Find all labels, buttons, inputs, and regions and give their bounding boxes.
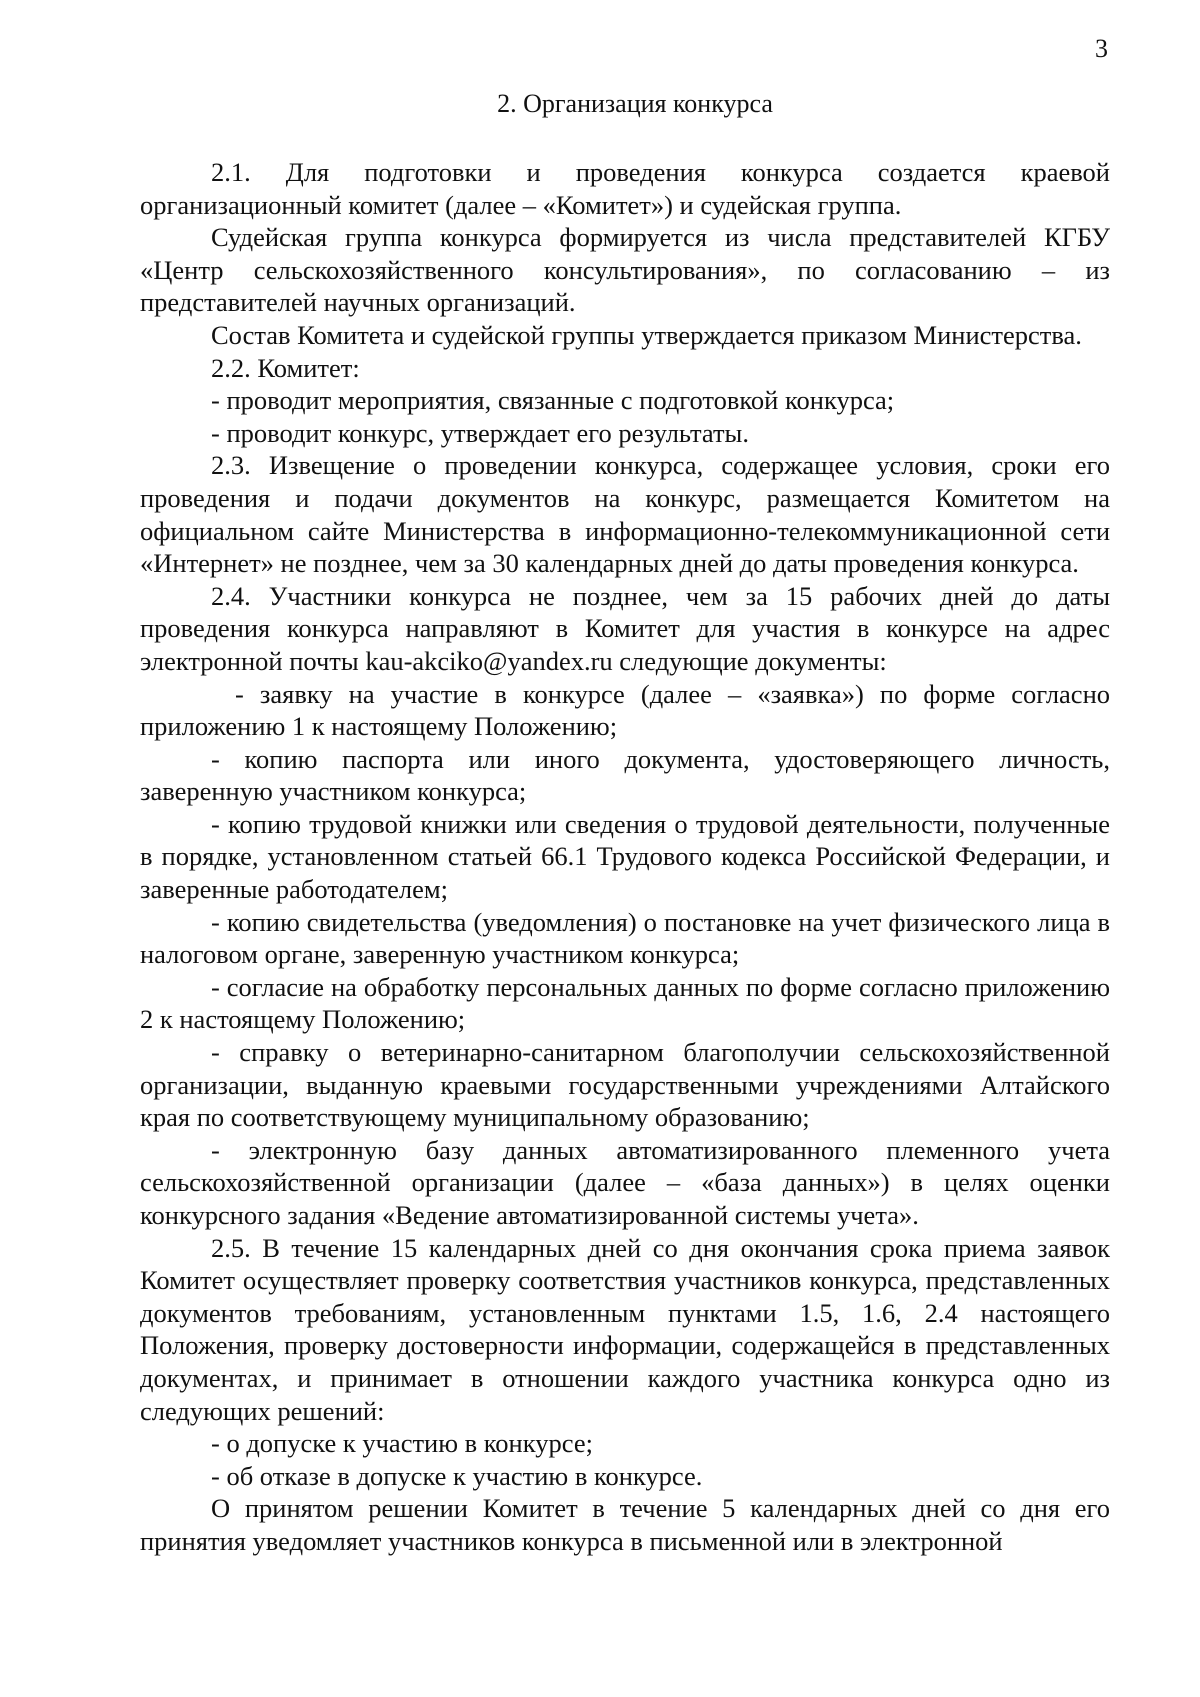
list-item: - проводит конкурс, утверждает его результаты. [211, 417, 749, 448]
paragraph-2-1: 2.1. Для подготовки и проведения конкурса создается краевой организационный комитет (далее – «Комитет») и судейская группа. [140, 157, 1110, 220]
paragraph-2-5: 2.5. В течение 15 календарных дней со дня окончания срока приема заявок Комитет осуществляет проверку соответствия участников конкурса, представленных документов требованиям, установленным пунктами 1.5, 1.6, 2.4 настоящего Положения, проверку достоверности информации, содержащейся в представленных документах, и принимает в отношении каждого участника конкурса одно из следующих решений: [140, 1232, 1110, 1426]
paragraph-decision-notice: О принятом решении Комитет в течение 5 календарных дней со дня его принятия уведомляет участников конкурса в письменной или в электронной [140, 1493, 1110, 1556]
list-item: - проводит мероприятия, связанные с подготовкой конкурса; [211, 385, 895, 416]
paragraph-2-3: 2.3. Извещение о проведении конкурса, содержащее условия, сроки его проведения и подачи документов на конкурс, размещается Комитетом на официальном сайте Министерства в информационно-телекоммуникационной сети «Интернет» не позднее, чем за 30 календарных дней до даты проведения конкурса. [140, 450, 1110, 579]
document-body [140, 156, 1110, 1558]
list-item: - копию свидетельства (уведомления) о постановке на учет физического лица в налоговом органе, заверенную участником конкурса; [140, 906, 1110, 970]
list-item: - электронную базу данных автоматизированного племенного учета сельскохозяйственной организации (далее – «база данных») в целях оценки конкурсного задания «Ведение автоматизированной системы учета». [140, 1134, 1110, 1230]
paragraph-2-4: 2.4. Участники конкурса не позднее, чем за 15 рабочих дней до даты проведения конкурса направляют в Комитет для участия в конкурсе на адрес электронной почты kau-akciko@yandex.ru следующие документы: [140, 580, 1110, 676]
page-number: 3 [1095, 34, 1108, 63]
list-item: - заявку на участие в конкурсе (далее – «заявка») по форме согласно приложению 1 к настоящему Положению; [140, 678, 1110, 742]
paragraph-composition: Состав Комитета и судейской группы утверждается приказом Министерства. [211, 319, 1082, 350]
list-item: - копию трудовой книжки или сведения о трудовой деятельности, полученные в порядке, установленном статьей 66.1 Трудового кодекса Российской Федерации, и заверенные работодателем; [140, 808, 1110, 905]
list-item: - копию паспорта или иного документа, удостоверяющего личность, заверенную участником конкурса; [140, 743, 1110, 807]
list-item: - согласие на обработку персональных данных по форме согласно приложению 2 к настоящему Положению; [140, 971, 1110, 1035]
paragraph-judging-group: Судейская группа конкурса формируется из числа представителей КГБУ «Центр сельскохозяйственного консультирования», по согласованию – из представителей научных организаций. [140, 222, 1110, 318]
list-item: - об отказе в допуске к участию в конкурсе. [211, 1460, 703, 1491]
section-heading: 2. Организация конкурса [497, 89, 773, 118]
list-item: - справку о ветеринарно-санитарном благополучии сельскохозяйственной организации, выданную краевыми государственными учреждениями Алтайского края по соответствующему муниципальному образованию; [140, 1037, 1110, 1133]
list-item: - о допуске к участию в конкурсе; [211, 1428, 593, 1459]
paragraph-2-2: 2.2. Комитет: [211, 352, 360, 383]
